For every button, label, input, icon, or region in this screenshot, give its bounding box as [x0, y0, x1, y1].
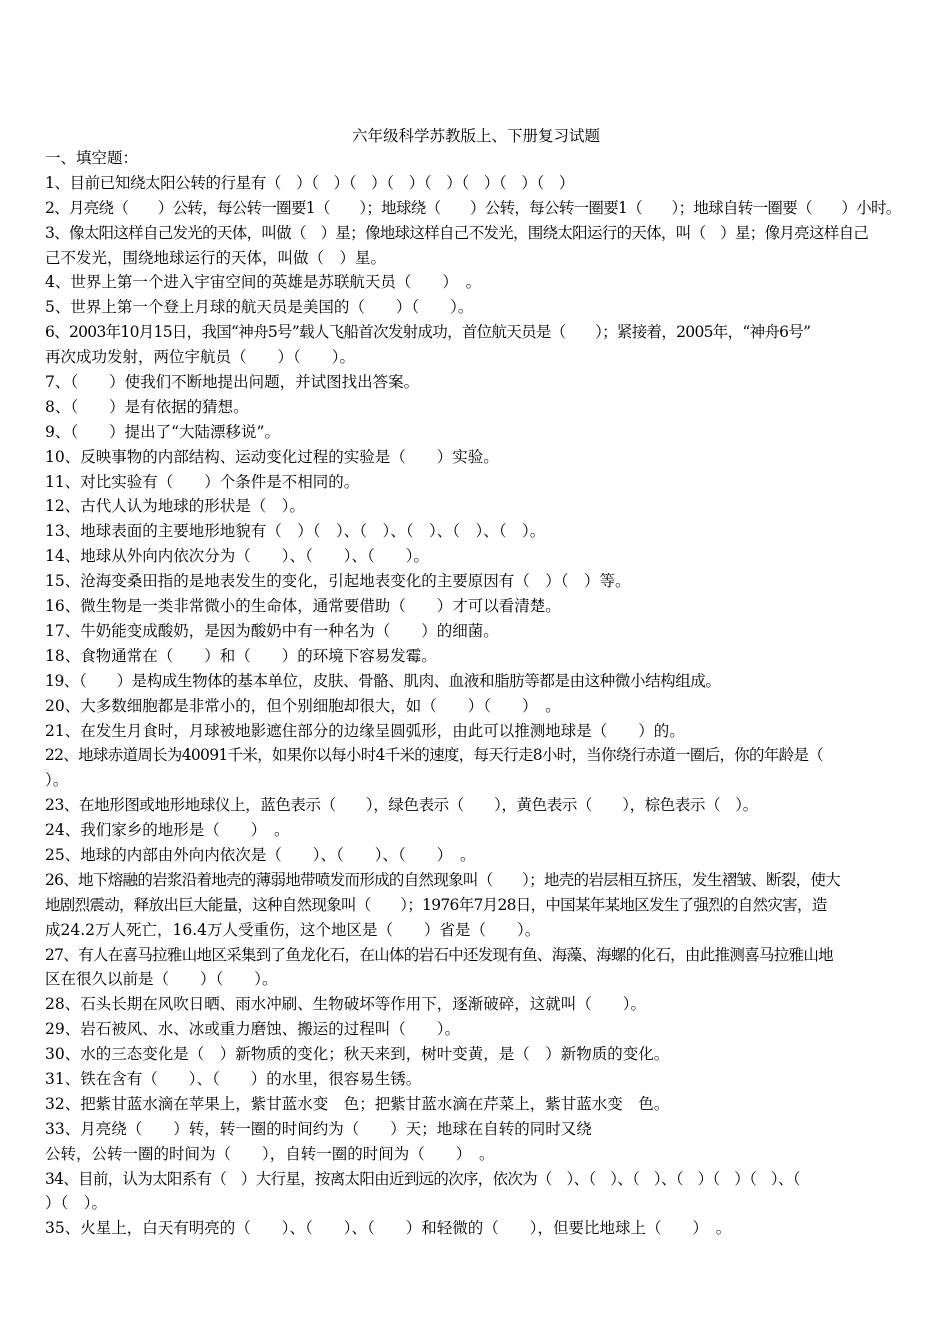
question-line: 公转，公转一圈的时间为（ ），自转一圈的时间为（ ） 。 [45, 1144, 495, 1163]
question-line: 28、石头长期在风吹日晒、雨水冲刷、生物破坏等作用下，逐渐破碎，这就叫（ ）。 [45, 995, 646, 1014]
question-line: 成24.2万人死亡，16.4万人受重伤，这个地区是（ ）省是（ ）。 [45, 920, 541, 939]
question-line: 7、（ ）使我们不断地提出问题，并试图找出答案。 [45, 373, 420, 392]
question-line: 6、2003年10月15日，我国“神舟5号”载人飞船首次发射成功，首位航天员是（ ）；紧接着，2005年，“神舟6号” [45, 323, 811, 342]
section-heading: 一、填空题： [45, 149, 139, 167]
exam-page [45, 126, 907, 1241]
question-line: 30、水的三态变化是（ ）新物质的变化；秋天来到，树叶变黄，是（ ）新物质的变化。 [45, 1045, 670, 1064]
question-line: 20、大多数细胞都是非常小的，但个别细胞却很大，如（ ）（ ） 。 [45, 696, 561, 715]
question-line: ）。 [45, 771, 69, 790]
question-line: 16、微生物是一类非常微小的生命体，通常要借助（ ）才可以看清楚。 [45, 597, 561, 616]
question-line: 15、沧海变桑田指的是地表发生的变化，引起地表变化的主要原因有（ ）（ ）等。 [45, 572, 631, 591]
question-line: 31、铁在含有（ ）、（ ）的水里，很容易生锈。 [45, 1069, 422, 1088]
question-line: 27、有人在喜马拉雅山地区采集到了鱼龙化石，在山体的岩石中还发现有鱼、海藻、海螺的化石，由此推测喜马拉雅山地 [45, 945, 833, 964]
page-title: 六年级科学苏教版上、下册复习试题 [351, 127, 600, 145]
question-line: 24、我们家乡的地形是（ ） 。 [45, 821, 290, 840]
question-line: 8、（ ）是有依据的猜想。 [45, 397, 249, 416]
question-line: 22、地球赤道周长为40091千米，如果你以每小时4千米的速度，每天行走8小时，当你绕行赤道一圈后，你的年龄是（ [45, 746, 824, 765]
question-line: 33、月亮绕（ ）转，转一圈的时间约为（ ）天；地球在自转的同时又绕 [45, 1119, 592, 1138]
question-line: 17、牛奶能变成酸奶，是因为酸奶中有一种名为（ ）的细菌。 [45, 621, 499, 640]
question-line: 18、食物通常在（ ）和（ ）的环境下容易发霉。 [45, 646, 437, 665]
question-line: 12、古代人认为地球的形状是（ ）。 [45, 497, 305, 516]
question-line: 己不发光，围绕地球运行的天体，叫做（ ）星。 [45, 248, 387, 267]
question-line: 26、地下熔融的岩浆沿着地壳的薄弱地带喷发而形成的自然现象叫（ ）；地壳的岩层相互挤压，发生褶皱、断裂，使大 [45, 870, 840, 889]
question-line: 1、目前已知绕太阳公转的行星有（ ）（ ）（ ）（ ）（ ）（ ）（ ）（ ） [45, 173, 575, 192]
question-line: 地剧烈震动，释放出巨大能量，这种自然现象叫（ ）；1976年7月28日，中国某年某地区发生了强烈的自然灾害，造 [45, 895, 827, 914]
question-line: 再次成功发射，两位宇航员（ ）（ ）。 [45, 348, 356, 367]
question-line: 23、在地形图或地形地球仪上，蓝色表示（ ），绿色表示（ ），黄色表示（ ），棕色表示（ ）。 [45, 796, 758, 815]
question-line: 29、岩石被风、水、冰或重力磨蚀、搬运的过程叫（ ）。 [45, 1020, 460, 1039]
question-line: 19、（ ）是构成生物体的基本单位，皮肤、骨骼、肌肉、血液和脂肪等都是由这种微小结构组成。 [45, 671, 721, 690]
question-line: 9、（ ）提出了“大陆漂移说”。 [45, 422, 280, 441]
question-line: ）（ ）。 [45, 1194, 108, 1213]
question-line: 25、地球的内部由外向内依次是（ ）、（ ）、（ ） 。 [45, 845, 476, 864]
question-line: 5、世界上第一个登上月球的航天员是美国的（ ）（ ）。 [45, 298, 474, 317]
question-line: 10、反映事物的内部结构、运动变化过程的实验是（ ）实验。 [45, 447, 499, 466]
question-line: 4、世界上第一个进入宇宙空间的英雄是苏联航天员（ ） 。 [45, 273, 482, 292]
question-line: 区在很久以前是（ ）（ ）。 [45, 970, 278, 989]
question-line: 14、地球从外向内依次分为（ ）、（ ）、（ ）。 [45, 547, 429, 566]
question-line: 2、月亮绕（ ）公转，每公转一圈要1（ ）；地球绕（ ）公转，每公转一圈要1（ ）；地球自转一圈要（ ）小时。 [45, 198, 901, 217]
question-line: 11、对比实验有（ ）个条件是不相同的。 [45, 472, 360, 491]
question-line: 3、像太阳这样自己发光的天体，叫做（ ）星；像地球这样自己不发光，围绕太阳运行的天体，叫（ ）星；像月亮这样自己 [45, 223, 869, 242]
question-line: 32、把紫甘蓝水滴在苹果上，紫甘蓝水变 色；把紫甘蓝水滴在芹菜上，紫甘蓝水变 色。 [45, 1094, 670, 1113]
question-line: 34、目前，认为太阳系有（ ）大行星，按离太阳由近到远的次序，依次为（ ）、（ ）、（ ）、（ ）（ ）（ ）、（ [45, 1169, 800, 1188]
question-line: 21、在发生月食时，月球被地影遮住部分的边缘呈圆弧形，由此可以推测地球是（ ）的。 [45, 721, 685, 740]
question-line: 13、地球表面的主要地形地貌有（ ）（ ）、（ ）、（ ）、（ ）、（ ）。 [45, 522, 546, 541]
question-line: 35、火星上，白天有明亮的（ ）、（ ）、（ ）和轻微的（ ），但要比地球上（ ） 。 [45, 1219, 732, 1238]
